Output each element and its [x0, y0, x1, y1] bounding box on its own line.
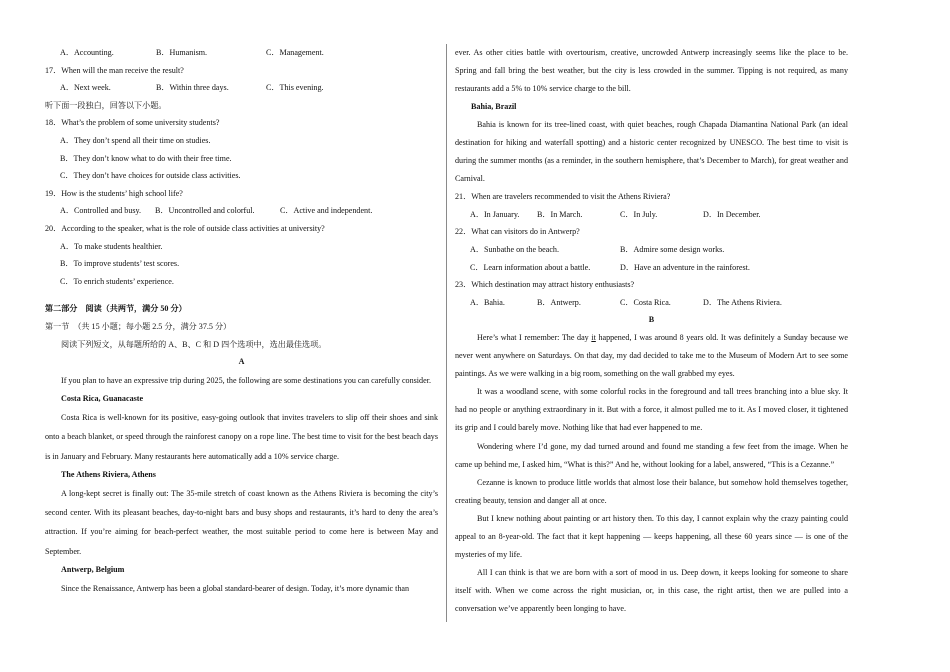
q23-option-c[interactable]: C．Costa Rica.	[620, 297, 671, 307]
athens-text: A long-kept secret is finally out: The 35-mile stretch of coast known as the Athens Riviera is becoming the city’s second center. With its pleasant beaches, day-to-night bars and busy shops and restaurants, it’s hard to deny the area’s attraction. If you’re aiming for beach-perfect weather, the most suitable period to come here is between May and September.	[45, 488, 438, 556]
passage-b-paragraph-6: All I can think is that we are born with a sort of mood in us. Deep down, it keeps looking for someone to share itself with. When we come across the right musician, or, in this case, the right artist, then we are pulled into a conversation we’ve apparently been longing to have.	[455, 568, 848, 614]
q21-option-c[interactable]: C．In July.	[620, 209, 658, 219]
passage-b-paragraph-2: It was a woodland scene, with some colorful rocks in the foreground and tall trees branching into a blue sky. It had no people or anything extraordinary in it. But with a force, it almost pulled me to it. As I moved closer, it tightened its grip and I could barely move. Nothing like that had ever happened to me.	[455, 387, 848, 433]
passage-b-paragraph-3: Wondering where I’d gone, my dad turned around and found me standing a few feet from the image. When he came up behind me, I asked him, “What is this?” And he, without looking for a label, answered, “This is a Cezanne.”	[455, 441, 848, 469]
q17-option-b[interactable]: B．Within three days.	[156, 83, 229, 93]
q21-options	[455, 206, 848, 224]
q18-option-c[interactable]: C．They don’t have choices for outside class activities.	[60, 171, 241, 181]
reading-instruction: 阅读下列短文，从每题所给的 A、B、C 和 D 四个选项中，选出最佳选项。	[61, 339, 327, 349]
q21-option-d[interactable]: D．In December.	[703, 209, 761, 219]
left-column	[45, 44, 438, 598]
q16-option-b[interactable]: B．Humanism.	[156, 48, 208, 57]
q16-options	[45, 44, 438, 62]
athens-heading: The Athens Riviera, Athens	[61, 469, 156, 479]
passage-b-paragraph-5: But I knew nothing about painting or art history then. To this day, I cannot explain why the crazy painting could appeal to an 8-year-old. The fact that it kept happening — keeps happening, all these 60 years since — is one of the mysteries of my life.	[455, 513, 848, 560]
q17-option-a[interactable]: A．Next week.	[60, 83, 111, 93]
passage-b-label: B	[648, 315, 655, 325]
underlined-word-it: it	[591, 333, 596, 342]
antwerp-text: Since the Renaissance, Antwerp has been a global standard-bearer of design. Today, it’s more dynamic than	[61, 583, 410, 593]
q19-stem: 19．How is the students’ high school life?	[45, 188, 183, 198]
q23-options	[455, 294, 848, 312]
q22-option-d[interactable]: D．Have an adventure in the rainforest.	[620, 262, 750, 272]
q19-option-a[interactable]: A．Controlled and busy.	[60, 206, 142, 216]
bahia-text: Bahia is known for its tree-lined coast, with quiet beaches, rough Chapada Diamantina National Park (an ideal destination for hiking and waterfall spotting) and a historic center recognized by UNESCO. The best time to visit is during the summer months (as a reminder, in the southern hemisphere, that’s December to March), for great weather and Carnival.	[455, 119, 848, 184]
q16-option-c[interactable]: C．Management.	[266, 48, 324, 57]
column-divider	[446, 44, 447, 622]
q21-option-b[interactable]: B．In March.	[537, 209, 583, 219]
q17-option-c[interactable]: C．This evening.	[266, 83, 324, 93]
passage-a-label: A	[238, 357, 245, 367]
q22-stem: 22．What can visitors do in Antwerp?	[455, 227, 580, 237]
q22-options-row1	[455, 241, 848, 259]
q23-stem: 23．Which destination may attract history enthusiasts?	[455, 280, 635, 290]
bahia-heading: Bahia, Brazil	[471, 102, 517, 112]
antwerp-text-continued: ever. As other cities battle with overtourism, creative, uncrowded Antwerp increasingly seems like the place to be. Spring and fall bring the best weather, but the city is less crowded in the summer. Tipping is not required, as many restaurants add a 5% to 10% service charge to the bill.	[455, 48, 848, 94]
passage-b-paragraph-4: Cezanne is known to produce little worlds that almost lose their balance, but somehow hold themselves together, creating beauty, tension and danger all at once.	[455, 477, 848, 505]
q22-options-row2	[455, 259, 848, 277]
q20-option-a[interactable]: A．To make students healthier.	[60, 241, 163, 251]
costa-rica-heading: Costa Rica, Guanacaste	[61, 394, 144, 404]
q19-option-c[interactable]: C．Active and independent.	[280, 206, 373, 216]
q22-option-b[interactable]: B．Admire some design works.	[620, 245, 725, 255]
q17-stem: 17．When will the man receive the result?	[45, 65, 184, 75]
q19-options	[45, 202, 438, 220]
costa-rica-text: Costa Rica is well-known for its positive, easy-going outlook that invites travelers to slip off their shoes and sink onto a beach blanket, or speed through the rainforest canopy on a rope line. The best time to visit for the best beach days is in January and February. Many restaurants here automatically add a 10% service charge.	[45, 412, 438, 461]
q20-stem: 20．According to the speaker, what is the role of outside class activities at university?	[45, 223, 325, 233]
q20-option-b[interactable]: B．To improve students’ test scores.	[60, 259, 180, 269]
right-column	[455, 44, 848, 619]
monologue-intro: 听下面一段独白，回答以下小题。	[45, 100, 167, 110]
q16-option-a[interactable]: A．Accounting.	[60, 48, 114, 57]
q22-option-c[interactable]: C．Learn information about a battle.	[470, 262, 591, 272]
section1-title: 第一节 （共 15 小题；每小题 2.5 分，满分 37.5 分）	[45, 321, 232, 331]
q23-option-b[interactable]: B．Antwerp.	[537, 297, 581, 307]
passage-b-p1-after: happened, I was around 8 years old. It was definitely a Sunday because we never went anywhere on Saturdays. On that day, my dad decided to take me to the Museum of Modern Art to see some paintings. As we were walking in a big room, something on the wall grabbed my eyes.	[455, 333, 848, 379]
antwerp-heading: Antwerp, Belgium	[61, 565, 125, 575]
q18-option-a[interactable]: A．They don’t spend all their time on studies.	[60, 135, 211, 145]
q22-option-a[interactable]: A．Sunbathe on the beach.	[470, 245, 560, 255]
q21-stem: 21．When are travelers recommended to visit the Athens Riviera?	[455, 192, 671, 202]
q23-option-a[interactable]: A．Bahia.	[470, 297, 505, 307]
q17-options	[45, 79, 438, 97]
q19-option-b[interactable]: B．Uncontrolled and colorful.	[155, 206, 255, 216]
q21-option-a[interactable]: A．In January.	[470, 209, 520, 219]
q18-stem: 18．What’s the problem of some university students?	[45, 118, 220, 128]
part2-title: 第二部分 阅读（共两节，满分 50 分）	[45, 304, 187, 314]
q20-option-c[interactable]: C．To enrich students’ experience.	[60, 276, 174, 286]
passage-b-paragraph-1	[455, 329, 848, 383]
q18-option-b[interactable]: B．They don’t know what to do with their free time.	[60, 153, 232, 163]
passage-b-p1-before: Here’s what I remember: The day	[477, 333, 592, 342]
q23-option-d[interactable]: D．The Athens Riviera.	[703, 297, 782, 307]
passage-a-intro: If you plan to have an expressive trip during 2025, the following are some destinations you can carefully consider.	[61, 375, 431, 385]
